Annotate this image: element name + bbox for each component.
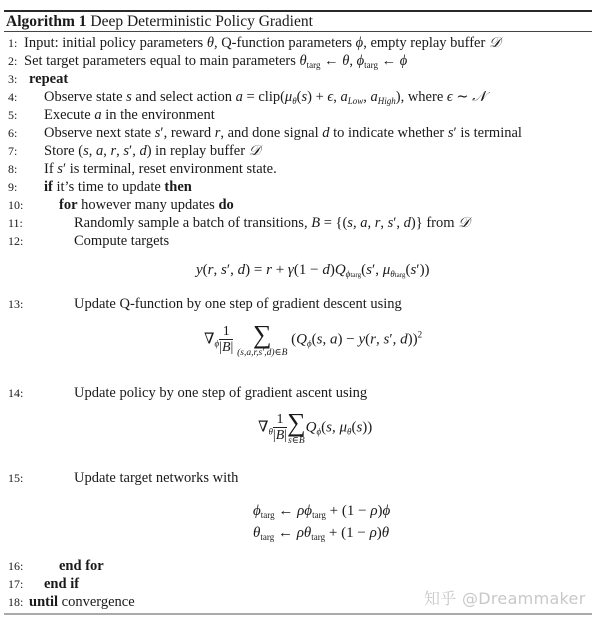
line-number: 11: [8,216,23,230]
keyword-then: then [164,179,192,195]
line-number: 9: [8,180,18,194]
line-text: Observe next state s′, reward r, and done signal d to indicate whether s′ is terminal [44,125,522,141]
line-number: 7: [8,144,18,158]
line-text: Set target parameters equal to main parameters $\theta_{targ}$ ← θ, $\phi_{targ}$ ← ϕ [24,53,408,70]
equation-target-update [253,500,390,544]
equation-target-theta: $\theta_{targ}$ ← $\rho\theta_{targ} + (1 - \rho)\theta$ [253,525,390,542]
algorithm-label: Algorithm 1 [6,13,87,30]
keyword-if: if [44,179,53,195]
line-text: Input: initial policy parameters θ, Q-function parameters ϕ, empty replay buffer 𝒟 [24,35,501,51]
line-text: Compute targets [74,233,170,249]
keyword-end-if: end if [44,576,80,592]
line-text: Update target networks with [74,470,239,486]
equation-policy-gradient: $\nabla_\theta$ $\frac{1}{|B|}$ ∑ s∈B $Q_\phi(s$, $\mu_\theta(s)$) [258,408,373,446]
line-number: 8: [8,162,18,176]
line-number: 12: [8,234,24,248]
line-number: 4: [8,90,18,104]
line-number: 16: [8,559,24,573]
algorithm-name: Deep Deterministic Policy Gradient [90,13,313,30]
line-number: 10: [8,198,24,212]
keyword-until: until [29,594,59,610]
line-number: 18: [8,595,24,609]
equation-target-phi: $\phi_{targ}$ ← $\rho\phi_{targ} + (1 - \rho)\phi$ [253,503,391,520]
equation-q-loss: $\nabla_\phi$ $\frac{1}{|B|}$ ∑ (s,a,r,s′,d)∈B ($Q_\phi(s$, a) − y(r, s′, d))$^2$ [204,320,423,358]
caption-rule [4,31,592,32]
line-text: Observe state s and select action $a = clip(\mu_\theta(s) + \epsilon$, $a_{Low}$, $a_{High}$), where ϵ ∼ 𝒩 [44,89,487,106]
equation-targets: y(r, s′, $d) = r + \gamma(1 - d)Q_{\phi targ}(s'$, $\mu_{\theta targ}(s')$) [196,262,430,279]
keyword-repeat: repeat [29,71,69,87]
bottom-rule [4,613,592,615]
line-text: If s′ is terminal, reset environment state. [44,161,277,177]
line-number: 2: [8,54,18,68]
line-text: Randomly sample a batch of transitions, B = {(s, a, r, s′, d)} from 𝒟 [74,215,470,231]
line-number: 14: [8,386,24,400]
line-text: if it’s time to update then [44,179,192,195]
line-text: Execute a in the environment [44,107,215,123]
line-number: 17: [8,577,24,591]
algorithm-caption [6,12,313,31]
watermark: 知乎 @Dreammaker [424,589,586,608]
line-number: 5: [8,108,18,122]
line-text: until convergence [29,594,135,610]
line-text: Update Q-function by one step of gradient descent using [74,296,402,312]
line-number: 6: [8,126,18,140]
line-number: 1: [8,36,18,50]
line-text: Store (s, a, r, s′, d) in replay buffer 𝒟 [44,143,261,159]
keyword-do: do [218,197,234,213]
keyword-for: for [59,197,78,213]
line-number: 13: [8,297,24,311]
keyword-end-for: end for [59,558,104,574]
line-text: for however many updates do [59,197,234,213]
line-number: 15: [8,471,24,485]
line-text: Update policy by one step of gradient ascent using [74,385,368,401]
line-number: 3: [8,72,18,86]
